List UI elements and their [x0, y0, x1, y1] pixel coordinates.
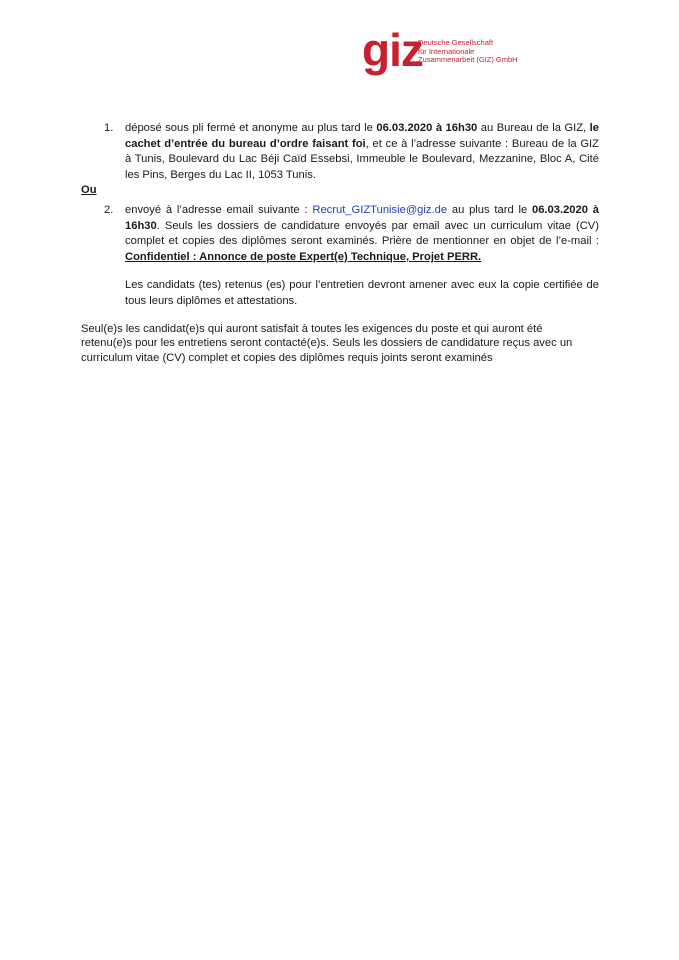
item-1-line-1: déposé sous pli fermé et anonyme au plus tard le 06.03.2020 à 16h30 au Bureau de la GIZ, le: [125, 122, 599, 134]
item-2-line-3: complet et copies des diplômes seront examinés. Prière de mentionner en objet de l’e-mail :: [125, 235, 599, 248]
item-2-number: 2.: [104, 204, 114, 216]
item-2-note-line-2: tous leurs diplômes et attestations.: [125, 294, 298, 307]
item-1-number: 1.: [104, 122, 114, 134]
closing-line-2: retenu(e)s pour les entretiens seront contacté(e)s. Seuls les dossiers de candidature reçus avec un: [81, 337, 573, 350]
giz-logo-line-3: Zusammenarbeit (GIZ) GmbH: [418, 55, 518, 65]
item-1-line-3: à Tunis, Boulevard du Lac Béji Caïd Essebsi, Immeuble le Boulevard, Mezzanine, Bloc A, Cité: [125, 153, 599, 166]
item-2-line-1: envoyé à l’adresse email suivante : Recrut_GIZTunisie@giz.de au plus tard le 06.03.2020 à: [125, 204, 599, 216]
item-1-text: [125, 121, 599, 183]
closing-line-1: Seul(e)s les candidat(e)s qui auront satisfait à toutes les exigences du poste et qui auront été: [81, 323, 543, 335]
giz-logo-text: [418, 38, 518, 65]
item-2-text: [125, 203, 599, 265]
email-link[interactable]: Recrut_GIZTunisie@giz.de: [312, 204, 448, 216]
giz-logo-mark: giz: [362, 24, 423, 76]
item-2-deadline-time: 16h30: [125, 219, 157, 232]
item-2-note: [125, 278, 599, 309]
item-1-line-4: les Pins, Berges du Lac II, 1053 Tunis.: [125, 168, 316, 181]
item-1-line-2: cachet d’entrée du bureau d’ordre faisant foi, et ce à l’adresse suivante : Bureau de la GIZ: [125, 137, 599, 150]
separator-ou: Ou: [81, 184, 97, 196]
closing-paragraph: [81, 322, 601, 365]
giz-logo-line-2: für Internationale: [418, 46, 475, 56]
closing-line-3: curriculum vitae (CV) complet et copies des diplômes requis joints seront examinés: [81, 351, 493, 364]
giz-logo-line-1: Deutsche Gesellschaft: [418, 38, 494, 47]
item-2-line-2: 16h30. Seuls les dossiers de candidature envoyés par email avec un curriculum vitae (CV): [125, 219, 599, 232]
item-1-stamp-note: cachet d’entrée du bureau d’ordre faisant foi: [125, 137, 366, 150]
email-subject: Confidentiel : Annonce de poste Expert(e) Technique, Projet PERR.: [125, 250, 482, 263]
item-2-note-line-1: Les candidats (tes) retenus (es) pour l’entretien devront amener avec eux la copie certifiée de: [125, 279, 599, 291]
item-1-deadline: 06.03.2020 à 16h30: [376, 122, 478, 134]
giz-logo: [362, 24, 518, 78]
